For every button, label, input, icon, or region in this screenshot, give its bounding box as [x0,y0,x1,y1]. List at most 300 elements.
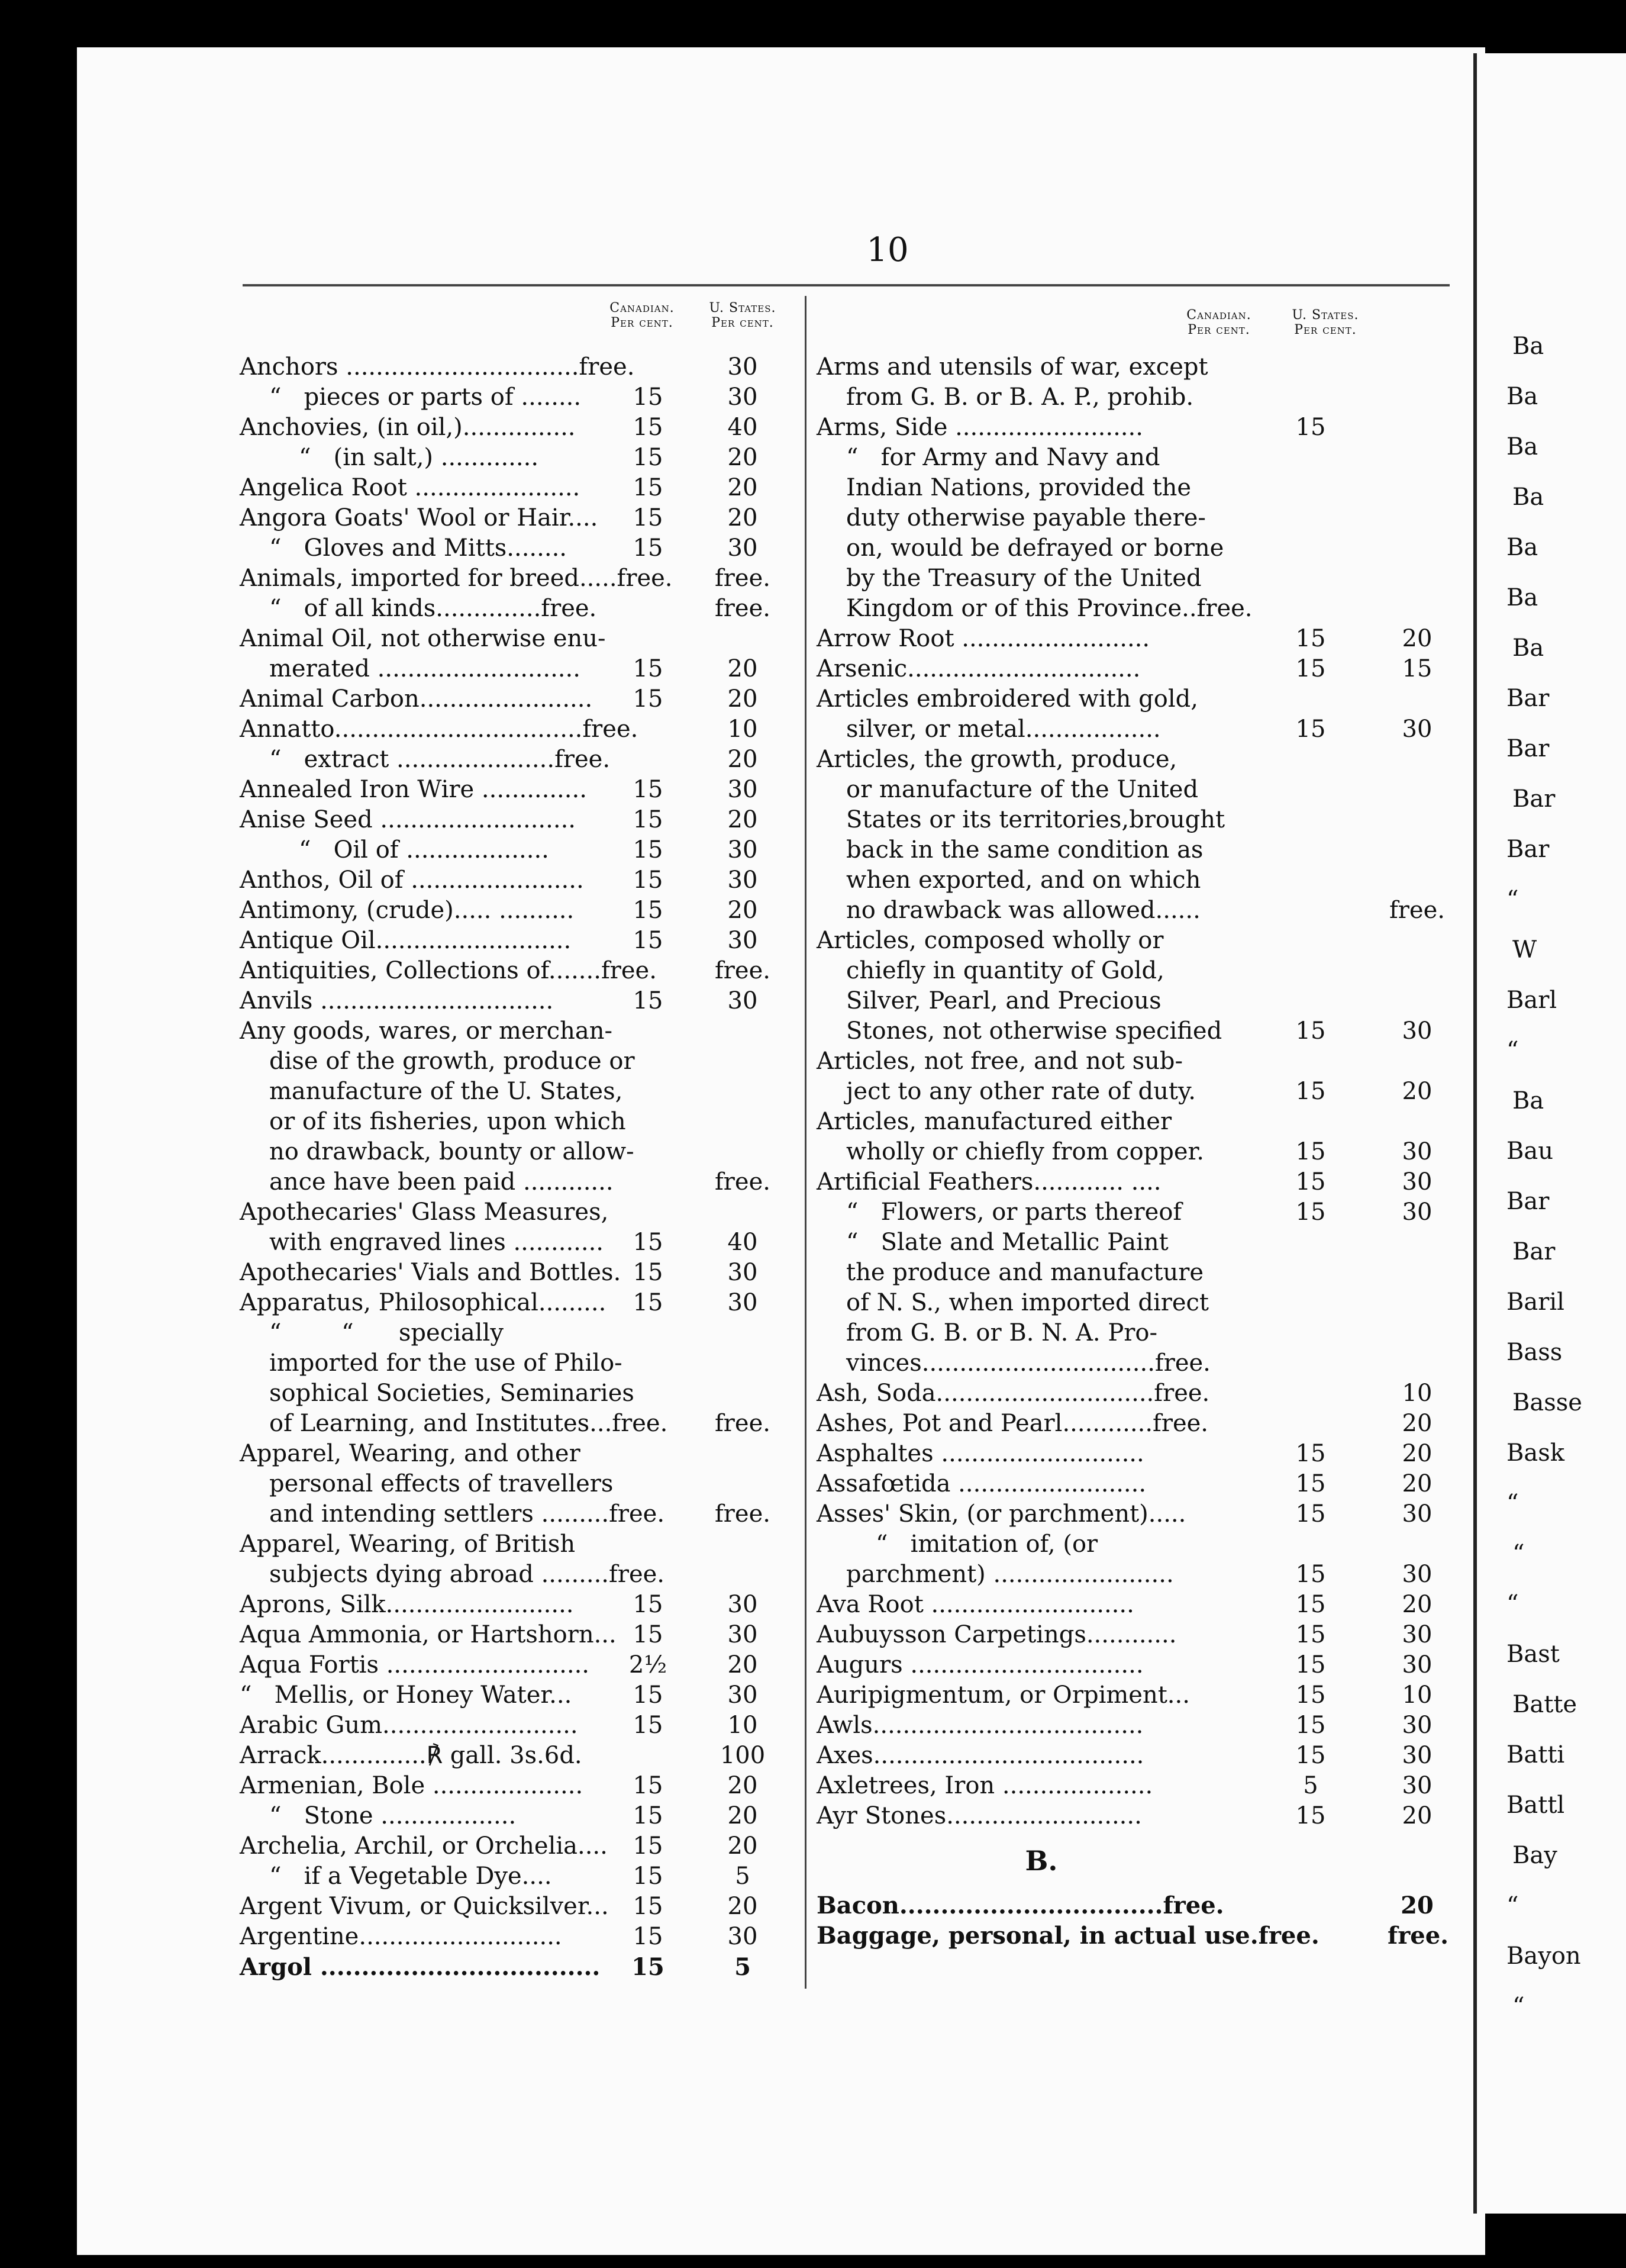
adjacent-page-fragment: “ [1512,1993,1525,2020]
us-rate: 20 [727,897,758,924]
us-rate: 30 [727,1289,758,1316]
canadian-rate: 15 [633,655,663,682]
us-rate: 30 [1402,1561,1433,1588]
tariff-row [240,1137,796,1167]
tariff-row [817,1107,1467,1137]
us-rate: 30 [1402,1712,1433,1739]
tariff-row [240,1348,796,1378]
article-name: Arsenic............................... [817,655,1141,682]
tariff-row [817,352,1467,382]
page-number: 10 [866,231,909,269]
tariff-row [240,1620,796,1650]
tariff-row [817,1469,1467,1499]
us-rate: 20 [727,655,758,682]
article-name: Artificial Feathers............ .... [817,1168,1162,1196]
tariff-row [240,1499,796,1529]
us-rate: 20 [1402,625,1433,652]
tariff-row [817,1650,1467,1680]
article-name: no drawback, bounty or allow- [269,1138,634,1165]
us-rate: free. [715,1168,770,1196]
us-rate: 20 [1402,1470,1433,1497]
tariff-row [817,533,1467,563]
tariff-row [817,1409,1467,1439]
canadian-rate: 15 [1295,1440,1326,1467]
article-name: Augurs ............................... [817,1651,1144,1679]
tariff-row [240,865,796,895]
adjacent-page-fragment: Bay [1512,1842,1557,1869]
us-rate: 20 [727,504,758,531]
article-name: Articles, the growth, produce, [817,746,1177,773]
canadian-rate: 15 [633,1802,663,1829]
article-name: Ayr Stones.......................... [817,1802,1142,1829]
us-rate: 20 [1402,1078,1433,1105]
article-name: or of its fisheries, upon which [269,1108,626,1135]
canadian-rate: 15 [633,897,663,924]
tariff-row [817,443,1467,473]
article-name: Baggage, personal, in actual use.free. [817,1922,1319,1950]
canadian-rate: 15 [633,806,663,833]
tariff-row [817,1710,1467,1741]
document-page [77,47,1485,2255]
tariff-row [817,895,1467,926]
tariff-row [817,1137,1467,1167]
us-rate: 30 [727,866,758,894]
tariff-row [817,684,1467,714]
article-name: “ of all kinds..............free. [269,595,597,622]
us-rate: 20 [1402,1440,1433,1467]
tariff-row [240,473,796,503]
article-name: Animal Carbon....................... [240,685,593,713]
tariff-row [817,926,1467,956]
tariff-row [240,956,796,986]
canadian-rate: 15 [633,414,663,441]
canadian-rate: 15 [1295,716,1326,743]
us-rate: 40 [727,414,758,441]
article-name: Arrack..............℟ gall. 3s.6d. [240,1742,582,1769]
article-name: Axes.................................... [817,1742,1144,1769]
header-per-cent-label: Per cent. [1294,323,1357,337]
tariff-row [817,805,1467,835]
article-name: Ash, Soda.............................free. [817,1380,1210,1407]
us-rate: 5 [734,1953,751,1981]
article-name: Annatto.................................free. [240,716,638,743]
tariff-row [240,1167,796,1197]
us-rate: 20 [727,474,758,501]
article-name: Articles, manufactured either [817,1108,1172,1135]
article-name: parchment) ........................ [846,1561,1174,1588]
article-name: Argent Vivum, or Quicksilver... [240,1893,609,1920]
tariff-row [817,1590,1467,1620]
tariff-row [240,1228,796,1258]
header-us-label: U. States. [709,301,776,315]
top-rule [243,284,1450,286]
article-name: or manufacture of the United [846,776,1199,803]
article-name: no drawback was allowed...... [846,897,1201,924]
article-name: Antiquities, Collections of.......free. [240,957,657,984]
right-header-us [1272,308,1379,337]
article-name: imported for the use of Philo- [269,1349,622,1377]
tariff-row [240,624,796,654]
article-name: Stones, not otherwise specified [846,1017,1222,1045]
tariff-row [817,473,1467,503]
tariff-row [240,1560,796,1590]
article-name: from G. B. or B. A. P., prohib. [846,384,1194,411]
tariff-row [817,624,1467,654]
article-name: Annealed Iron Wire .............. [240,776,587,803]
canadian-rate: 2½ [628,1651,667,1679]
canadian-rate: 15 [1295,1138,1326,1165]
article-name: Apothecaries' Vials and Bottles. [240,1259,621,1286]
tariff-row [817,382,1467,413]
tariff-row [240,1771,796,1801]
article-name: “ Stone .................. [269,1802,517,1829]
us-rate: 30 [1402,1742,1433,1769]
tariff-row [817,1439,1467,1469]
adjacent-page-fragment: Bayon [1506,1942,1581,1970]
tariff-row [817,413,1467,443]
us-rate: 20 [1401,1892,1434,1919]
tariff-row [817,1197,1467,1228]
article-name: Arms and utensils of war, except [817,353,1208,381]
us-rate: 30 [727,927,758,954]
tariff-row [240,1650,796,1680]
canadian-rate: 15 [633,1681,663,1709]
us-rate: 30 [1402,1621,1433,1648]
us-rate: 20 [727,1772,758,1799]
tariff-row [240,563,796,594]
tariff-row [240,1318,796,1348]
tariff-row [817,1318,1467,1348]
article-name: Articles embroidered with gold, [817,685,1198,713]
article-name: sophical Societies, Seminaries [269,1380,634,1407]
header-us-label: U. States. [1292,308,1359,323]
article-name: “ for Army and Navy and [846,444,1160,471]
tariff-row [240,745,796,775]
article-name: wholly or chiefly from copper. [846,1138,1204,1165]
us-rate: 20 [727,1893,758,1920]
tariff-row [240,443,796,473]
us-rate: 100 [720,1742,766,1769]
canadian-rate: 15 [633,534,663,562]
tariff-row [240,352,796,382]
canadian-rate: 15 [1295,1651,1326,1679]
canadian-rate: 15 [633,1591,663,1618]
us-rate: 30 [1402,1138,1433,1165]
header-per-cent-label: Per cent. [611,315,673,330]
adjacent-page-fragment: Bar [1506,836,1550,863]
article-name: Awls.................................... [817,1712,1144,1739]
tariff-row [817,1258,1467,1288]
us-rate: free. [1389,897,1445,924]
article-name: when exported, and on which [846,866,1201,894]
us-rate: 30 [727,1681,758,1709]
adjacent-page-fragment: Ba [1512,333,1544,360]
us-rate: 30 [727,1621,758,1648]
article-name: Armenian, Bole .................... [240,1772,583,1799]
article-name: back in the same condition as [846,836,1204,864]
article-name: dise of the growth, produce or [269,1048,635,1075]
canadian-rate: 15 [1295,1168,1326,1196]
us-rate: 30 [727,1591,758,1618]
tariff-row [240,503,796,533]
us-rate: 20 [727,444,758,471]
article-name: Axletrees, Iron .................... [817,1772,1153,1799]
adjacent-page-fragment: Ba [1512,1087,1544,1114]
tariff-row [240,714,796,745]
us-rate: 30 [727,836,758,864]
article-name: Apparel, Wearing, of British [240,1531,576,1558]
adjacent-page-fragment: Bar [1506,1188,1550,1215]
tariff-row [240,533,796,563]
tariff-row [240,1892,796,1922]
tariff-row [817,1801,1467,1831]
canadian-rate: 15 [1295,1561,1326,1588]
article-name: Articles, not free, and not sub- [817,1048,1183,1075]
us-rate: 30 [1402,1199,1433,1226]
article-name: Angora Goats' Wool or Hair.... [240,504,598,531]
article-name: Asphaltes ........................... [817,1440,1144,1467]
us-rate: 5 [735,1863,750,1890]
tariff-row [240,1258,796,1288]
tariff-row [240,895,796,926]
canadian-rate: 15 [633,1893,663,1920]
article-name: Anise Seed .......................... [240,806,576,833]
tariff-row [240,1529,796,1560]
tariff-row [240,1107,796,1137]
article-name: of Learning, and Institutes...free. [269,1410,668,1437]
us-rate: 20 [727,1802,758,1829]
us-rate: 15 [1402,655,1433,682]
tariff-row [240,926,796,956]
tariff-row [817,1288,1467,1318]
us-rate: 30 [1402,1500,1433,1528]
tariff-row [817,1921,1467,1951]
canadian-rate: 15 [1295,1199,1326,1226]
canadian-rate: 15 [1295,1681,1326,1709]
article-name: States or its territories,brought [846,806,1225,833]
tariff-row [240,1016,796,1046]
tariff-row [817,1890,1467,1921]
article-name: Argol .................................. [240,1953,601,1981]
canadian-rate: 15 [1295,625,1326,652]
tariff-row [240,413,796,443]
tariff-row [817,594,1467,624]
article-name: Any goods, wares, or merchan- [240,1017,613,1045]
article-name: Angelica Root ...................... [240,474,580,501]
adjacent-page-fragment: Baril [1506,1288,1564,1316]
canadian-rate: 15 [1295,414,1326,441]
tariff-row [240,1741,796,1771]
us-rate: 20 [727,685,758,713]
adjacent-page-fragment: Bar [1512,1238,1556,1265]
tariff-row [817,1771,1467,1801]
us-rate: 20 [727,746,758,773]
canadian-rate: 15 [1295,655,1326,682]
canadian-rate: 15 [633,987,663,1014]
us-rate: 30 [727,384,758,411]
tariff-row [240,382,796,413]
article-name: Arrow Root ......................... [817,625,1150,652]
adjacent-page-fragment: Ba [1512,484,1544,511]
adjacent-page-fragment: Barl [1506,987,1557,1014]
article-name: subjects dying abroad .........free. [269,1561,665,1588]
canadian-rate: 5 [1303,1772,1318,1799]
article-name: vinces...............................free. [846,1349,1211,1377]
canadian-rate: 15 [633,1832,663,1860]
article-name: Animal Oil, not otherwise enu- [240,625,606,652]
adjacent-page-fragment: Ba [1506,584,1538,611]
tariff-row [240,594,796,624]
tariff-row [817,1077,1467,1107]
left-header-canadian [598,301,686,330]
tariff-row [240,1469,796,1499]
us-rate: 30 [1402,716,1433,743]
article-name: Apparel, Wearing, and other [240,1440,580,1467]
tariff-row [240,1801,796,1831]
tariff-row [817,503,1467,533]
article-name: Apothecaries' Glass Measures, [240,1199,609,1226]
tariff-row [817,865,1467,895]
column-divider [805,296,806,1989]
article-name: “ if a Vegetable Dye.... [269,1863,552,1890]
canadian-rate: 15 [633,1621,663,1648]
tariff-row [817,1348,1467,1378]
canadian-rate: 15 [633,444,663,471]
us-rate: free. [715,957,770,984]
canadian-rate: 15 [633,384,663,411]
canadian-rate: 15 [1295,1017,1326,1045]
adjacent-page-fragment: Bass [1506,1339,1563,1366]
canadian-rate: 15 [633,1712,663,1739]
us-rate: 20 [727,806,758,833]
tariff-row [817,1620,1467,1650]
article-name: “ Oil of ................... [299,836,549,864]
tariff-row [817,1167,1467,1197]
article-name: Aprons, Silk......................... [240,1591,574,1618]
article-name: Archelia, Archil, or Orchelia.... [240,1832,608,1860]
canadian-rate: 15 [1295,1078,1326,1105]
tariff-row [240,1710,796,1741]
canadian-rate: 15 [633,504,663,531]
canadian-rate: 15 [633,1289,663,1316]
article-name: “ imitation of, (or [876,1531,1098,1558]
canadian-rate: 15 [633,927,663,954]
article-name: Antique Oil.......................... [240,927,572,954]
tariff-row [240,1861,796,1892]
tariff-row [817,1499,1467,1529]
article-name: “ Flowers, or parts thereof [846,1199,1182,1226]
canadian-rate: 15 [633,1863,663,1890]
tariff-row [817,1378,1467,1409]
article-name: Ava Root ........................... [817,1591,1134,1618]
us-rate: 30 [727,534,758,562]
adjacent-page-fragment: Bask [1506,1439,1565,1467]
us-rate: 30 [727,1259,758,1286]
article-name: Articles, composed wholly or [817,927,1164,954]
adjacent-page-fragment: Battl [1506,1792,1565,1819]
tariff-row [240,1952,796,1982]
adjacent-page-fragment: “ [1506,1490,1519,1517]
tariff-row [817,1741,1467,1771]
us-rate: 40 [727,1229,758,1256]
adjacent-page-fragment: Bast [1506,1641,1560,1668]
article-name: Ashes, Pot and Pearl............free. [817,1410,1209,1437]
canadian-rate: 15 [1295,1621,1326,1648]
us-rate: 30 [1402,1168,1433,1196]
tariff-row [240,1409,796,1439]
canadian-rate: 15 [633,474,663,501]
us-rate: 10 [727,1712,758,1739]
article-name: with engraved lines ............ [269,1229,604,1256]
tariff-row [240,1378,796,1409]
tariff-row [817,1228,1467,1258]
tariff-row [817,986,1467,1016]
tariff-row [240,1590,796,1620]
us-rate: free. [1388,1922,1449,1950]
adjacent-page-edge [1473,53,1626,2214]
adjacent-page-fragment: Ba [1506,534,1538,561]
article-name: “ Slate and Metallic Paint [846,1229,1169,1256]
tariff-row [240,1680,796,1710]
article-name: “ pieces or parts of ........ [269,384,582,411]
us-rate: 30 [727,987,758,1014]
article-name: duty otherwise payable there- [846,504,1206,531]
us-rate: 30 [1402,1651,1433,1679]
tariff-row [240,1197,796,1228]
article-name: Assafœtida ......................... [817,1470,1147,1497]
us-rate: 30 [727,353,758,381]
article-name: Anchovies, (in oil,)............... [240,414,576,441]
article-name: Silver, Pearl, and Precious [846,987,1162,1014]
adjacent-page-fragment: “ [1512,1540,1525,1567]
right-column [817,352,1467,1951]
us-rate: free. [715,565,770,592]
tariff-row [240,835,796,865]
article-name: “ Gloves and Mitts........ [269,534,567,562]
us-rate: free. [715,595,770,622]
article-name: “ extract .....................free. [269,746,611,773]
adjacent-page-fragment: “ [1506,1037,1519,1064]
article-name: silver, or metal.................. [846,716,1161,743]
adjacent-page-fragment: “ [1506,886,1519,913]
us-rate: 30 [1402,1017,1433,1045]
tariff-row [817,775,1467,805]
article-name: Asses' Skin, (or parchment)..... [817,1500,1186,1528]
canadian-rate: 15 [633,685,663,713]
article-name: from G. B. or B. N. A. Pro- [846,1319,1157,1346]
tariff-row [817,1560,1467,1590]
tariff-row [817,1680,1467,1710]
article-name: “ “ specially [269,1319,504,1346]
us-rate: free. [715,1410,770,1437]
tariff-row [240,684,796,714]
article-name: personal effects of travellers [269,1470,614,1497]
adjacent-page-fragment: Ba [1506,433,1538,460]
article-name: ance have been paid ............ [269,1168,614,1196]
tariff-row [240,775,796,805]
article-name: the produce and manufacture [846,1259,1204,1286]
tariff-row [240,654,796,684]
adjacent-page-fragment: Bar [1506,735,1550,762]
canadian-rate: 15 [633,1259,663,1286]
article-name: by the Treasury of the United [846,565,1202,592]
tariff-row [817,563,1467,594]
article-name: Kingdom or of this Province..free. [846,595,1253,622]
header-per-cent-label: Per cent. [711,315,774,330]
article-name: chiefly in quantity of Gold, [846,957,1164,984]
us-rate: 30 [727,1923,758,1950]
article-name: Anchors ...............................free. [240,353,635,381]
